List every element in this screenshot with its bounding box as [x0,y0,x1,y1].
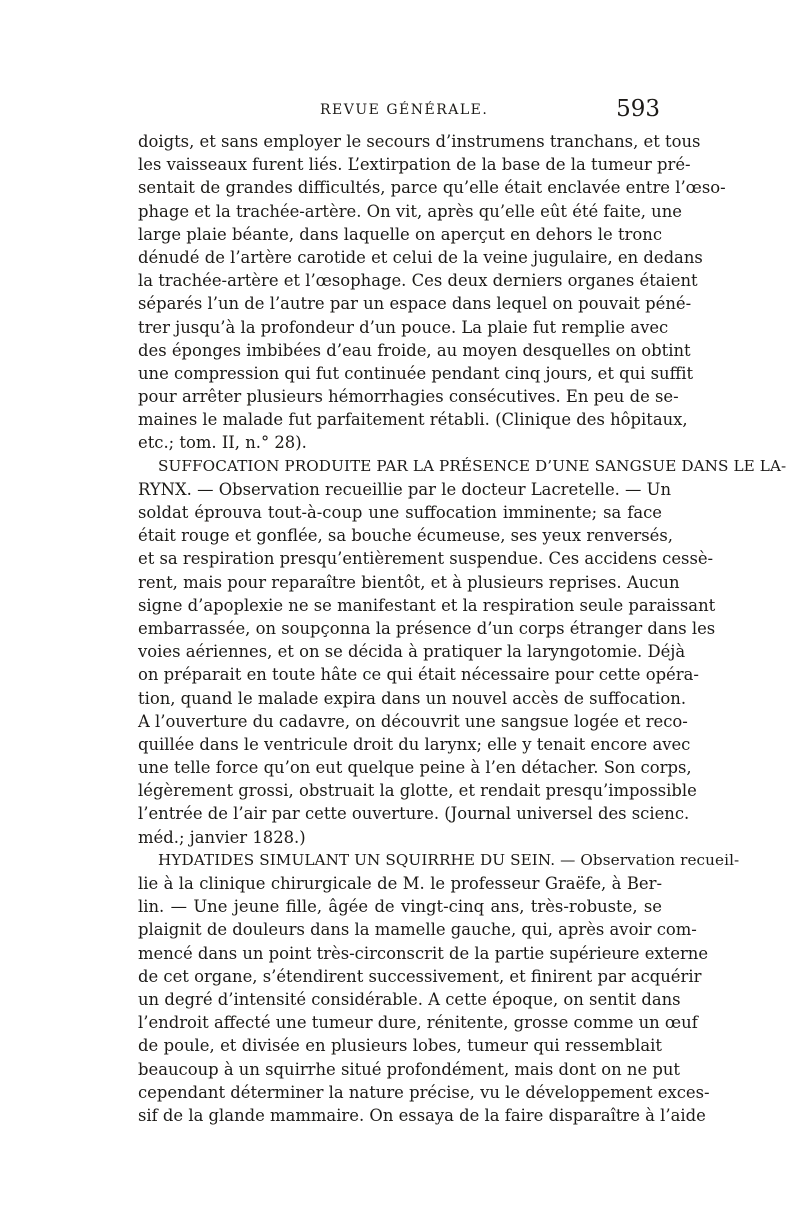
text-line: embarrassée, on soupçonna la présence d’un corps étranger dans les [138,618,716,638]
text-line: dénudé de l’artère carotide et celui de la veine jugulaire, en dedans [138,247,703,267]
text-line: voies aériennes, et on se décida à pratiquer la laryngotomie. Déjà [138,642,686,662]
text-line: HYDATIDES SIMULANT UN SQUIRRHE DU SEIN. — Observation recueil- [158,850,740,869]
text-line: de poule, et divisée en plusieurs lobes, tumeur qui ressemblait [138,1036,662,1056]
running-title: REVUE GÉNÉRALE. [320,102,489,118]
text-line: un degré d’intensité considérable. A cette époque, on sentit dans [138,989,681,1009]
text-line: l’endroit affecté une tumeur dure, rénitente, grosse comme un œuf [138,1013,698,1033]
text-line: lin. — Une jeune fille, âgée de vingt-cinq ans, très-robuste, se [138,897,662,917]
page-header [140,96,660,126]
text-line: mencé dans un point très-circonscrit de la partie supérieure externe [138,943,709,963]
text-line: on préparait en toute hâte ce qui était nécessaire pour cette opéra- [138,665,699,685]
text-line: et sa respiration presqu’entièrement suspendue. Ces accidens cessè- [138,549,714,569]
text-line: les vaisseaux furent liés. L’extirpation de la base de la tumeur pré- [138,155,691,175]
text-line: méd.; janvier 1828.) [138,827,306,847]
text-line: doigts, et sans employer le secours d’instrumens tranchans, et tous [138,132,701,151]
text-line: une compression qui fut continuée pendant cinq jours, et qui suffit [138,363,694,383]
text-line: rent, mais pour reparaître bientôt, et à plusieurs reprises. Aucun [138,572,680,592]
text-line: phage et la trachée-artère. On vit, après qu’elle eût été faite, une [138,201,682,221]
text-line: tion, quand le malade expira dans un nouvel accès de suffocation. [138,688,687,708]
text-line: sentait de grandes difficultés, parce qu’elle était enclavée entre l’œso- [138,178,726,198]
text-line: était rouge et gonflée, sa bouche écumeuse, ses yeux renversés, [138,526,673,546]
text-line: la trachée-artère et l’œsophage. Ces deux derniers organes étaient [138,271,698,291]
text-line: des éponges imbibées d’eau froide, au moyen desquelles on obtint [138,340,691,360]
text-line: etc.; tom. II, n.° 28). [138,433,307,453]
text-line: large plaie béante, dans laquelle on aperçut en dehors le tronc [138,224,662,244]
text-line: quillée dans le ventricule droit du larynx; elle y tenait encore avec [138,734,691,754]
text-line: soldat éprouva tout-à-coup une suffocation imminente; sa face [138,503,662,522]
text-line: légèrement grossi, obstruait la glotte, et rendait presqu’impossible [138,781,697,801]
text-line: trer jusqu’à la profondeur d’un pouce. La plaie fut remplie avec [138,317,669,337]
text-line: signe d’apoplexie ne se manifestant et la respiration seule paraissant [138,595,716,615]
text-line: pour arrêter plusieurs hémorrhagies consécutives. En peu de se- [138,387,679,407]
text-line: l’entrée de l’air par cette ouverture. (Journal universel des scienc. [138,804,690,824]
text-line: sif de la glande mammaire. On essaya de la faire disparaître à l’aide [138,1105,706,1125]
text-line: séparés l’un de l’autre par un espace dans lequel on pouvait péné- [138,294,692,314]
text-line: une telle force qu’on eut quelque peine à l’en détacher. Son corps, [138,758,692,778]
text-line: beaucoup à un squirrhe situé profondément, mais dont on ne put [138,1059,680,1079]
page-number: 593 [616,96,660,122]
text-line: plaignit de douleurs dans la mamelle gauche, qui, après avoir com- [138,920,697,940]
text-line: cependant déterminer la nature précise, vu le développement exces- [138,1082,710,1102]
text-line: A l’ouverture du cadavre, on découvrit une sangsue logée et reco- [138,711,688,731]
text-line: SUFFOCATION PRODUITE PAR LA PRÉSENCE D’UNE SANGSUE DANS LE LA- [158,456,787,475]
text-body [138,130,787,1127]
text-line: lie à la clinique chirurgicale de M. le professeur Graëfe, à Ber- [138,874,662,893]
text-line: RYNX. — Observation recueillie par le docteur Lacretelle. — Un [138,479,672,499]
text-line: maines le malade fut parfaitement rétabli. (Clinique des hôpitaux, [138,410,688,430]
text-line: de cet organe, s’étendirent successivement, et finirent par acquérir [138,966,702,986]
